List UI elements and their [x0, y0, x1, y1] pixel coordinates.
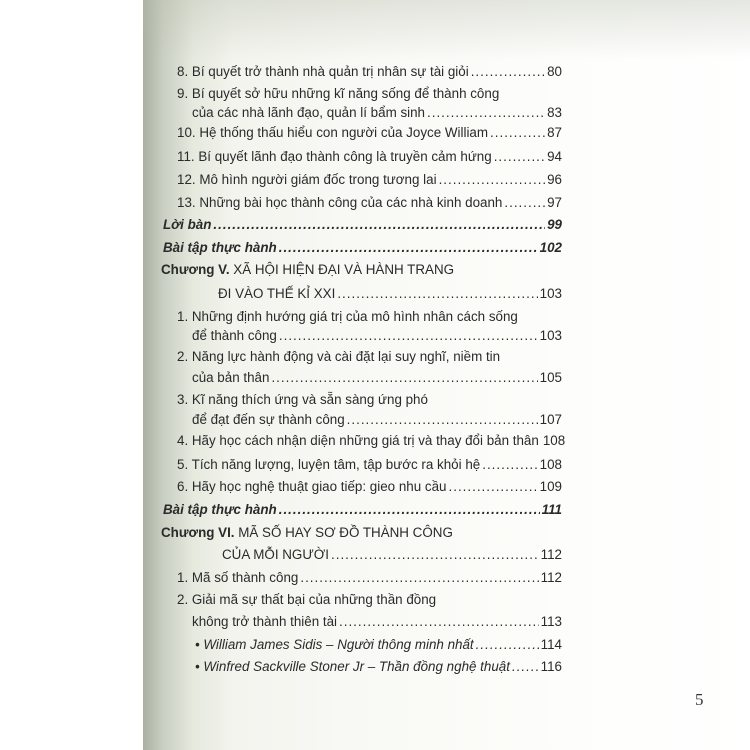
- toc-page-number: 112: [540, 547, 562, 562]
- dot-leader: [279, 327, 538, 345]
- toc-line: [218, 285, 562, 303]
- toc-line: [222, 546, 562, 564]
- toc-line: [177, 63, 562, 81]
- toc-page-number: 111: [541, 502, 562, 517]
- toc-line: [177, 194, 562, 212]
- toc-line: [192, 411, 562, 429]
- dot-leader: [482, 456, 537, 474]
- toc-line: [177, 148, 562, 166]
- dot-leader: [490, 124, 545, 142]
- toc-entry-title: của bản thân: [192, 370, 270, 385]
- toc-line: [195, 658, 562, 676]
- toc-entry-title: 1. Những định hướng giá trị của mô hình nhân cách sống: [177, 309, 518, 324]
- toc-line: [161, 261, 454, 279]
- dot-leader: [427, 104, 545, 122]
- toc-entry-title: 3. Kĩ năng thích ứng và sẵn sàng ứng phó: [177, 392, 428, 407]
- toc-page-number: 105: [539, 370, 562, 385]
- toc-page-number: 97: [547, 195, 562, 210]
- toc-page-number: 107: [539, 412, 562, 427]
- toc-page-number: 94: [547, 149, 562, 164]
- toc-entry-title: [161, 524, 453, 542]
- dot-leader: [504, 194, 545, 212]
- dot-leader: [279, 239, 538, 257]
- dot-leader: [476, 636, 539, 654]
- dot-leader: [512, 658, 539, 676]
- toc-page-number: 108: [539, 457, 562, 472]
- toc-page-number: 113: [540, 614, 562, 629]
- chapter-title: XÃ HỘI HIỆN ĐẠI VÀ HÀNH TRANG: [229, 262, 455, 277]
- dot-leader: [339, 613, 539, 631]
- toc-entry-title: 2. Giải mã sự thất bại của những thần đồng: [177, 592, 437, 607]
- toc-entry-title: 4. Hãy học cách nhận diện những giá trị và thay đổi bản thân: [177, 433, 539, 448]
- toc-line: [177, 569, 562, 587]
- page-number: 5: [695, 690, 704, 709]
- toc-line: [177, 124, 562, 142]
- toc-line: [177, 308, 518, 326]
- dot-leader: [439, 171, 546, 189]
- dot-leader: [494, 148, 545, 166]
- toc-entry-title: [161, 261, 454, 279]
- toc-line: [163, 216, 562, 234]
- toc-page-number: 83: [547, 105, 562, 120]
- toc-entry-title: 5. Tích năng lượng, luyện tâm, tập bước ra khỏi hệ: [177, 457, 481, 472]
- toc-page-number: 102: [539, 240, 562, 255]
- toc-entry-title: ĐI VÀO THẾ KỈ XXI: [218, 286, 336, 301]
- toc-entry-title: không trở thành thiên tài: [192, 614, 338, 629]
- dot-leader: [213, 216, 545, 234]
- toc-line: [161, 524, 453, 542]
- toc-entry-title: 12. Mô hình người giám đốc trong tương lai: [177, 172, 437, 187]
- toc-line: [177, 456, 562, 474]
- toc-page-number: 108: [542, 433, 566, 448]
- dot-leader: [449, 478, 538, 496]
- toc-line: [192, 104, 562, 122]
- chapter-label: Chương V.: [161, 262, 230, 277]
- toc-line: [195, 636, 562, 654]
- toc-entry-title: • William James Sidis – Người thông minh nhất: [195, 637, 474, 652]
- toc-line: [163, 501, 562, 519]
- toc-entry-title: 13. Những bài học thành công của các nhà kinh doanh: [177, 195, 503, 210]
- dot-leader: [471, 63, 545, 81]
- toc-entry-title: Bài tập thực hành: [163, 240, 277, 255]
- dot-leader: [337, 285, 537, 303]
- toc-page-number: 114: [540, 637, 562, 652]
- toc-page-number: 103: [539, 286, 562, 301]
- toc-line: [177, 348, 500, 366]
- dot-leader: [347, 411, 538, 429]
- toc-entry-title: của các nhà lãnh đạo, quản lí bẩm sinh: [192, 105, 426, 120]
- toc-entry-title: 6. Hãy học nghệ thuật giao tiếp: gieo nhu cầu: [177, 479, 447, 494]
- toc-line: [177, 478, 562, 496]
- toc-entry-title: Bài tập thực hành: [163, 502, 277, 517]
- toc-entry-title: để thành công: [192, 328, 277, 343]
- toc-entry-title: 1. Mã số thành công: [177, 570, 299, 585]
- toc-page-number: 87: [547, 125, 562, 140]
- book-page: [143, 0, 750, 750]
- page-shadow: [143, 0, 750, 60]
- toc-entry-title: Lời bàn: [163, 217, 212, 232]
- dot-leader: [331, 546, 539, 564]
- dot-leader: [271, 369, 537, 387]
- toc-line: [177, 391, 428, 409]
- toc-line: [177, 171, 562, 189]
- toc-page-number: 80: [547, 64, 562, 79]
- toc-entry-title: 9. Bí quyết sở hữu những kĩ năng sống để thành công: [177, 86, 500, 101]
- dot-leader: [300, 569, 538, 587]
- toc-line: [192, 327, 562, 345]
- toc-line: [177, 85, 499, 103]
- toc-page-number: 112: [540, 570, 562, 585]
- toc-entry-title: CỦA MỖI NGƯỜI: [222, 547, 329, 562]
- toc-entry-title: 11. Bí quyết lãnh đạo thành công là truyền cảm hứng: [177, 149, 492, 164]
- toc-entry-title: để đạt đến sự thành công: [192, 412, 345, 427]
- toc-page-number: 103: [539, 328, 562, 343]
- chapter-title: MÃ SỐ HAY SƠ ĐỒ THÀNH CÔNG: [234, 525, 453, 540]
- toc-line: [192, 369, 562, 387]
- toc-entry-title: 10. Hệ thống thấu hiểu con người của Joyce William: [177, 125, 489, 140]
- toc-page-number: 99: [547, 217, 562, 232]
- toc-page-number: 109: [539, 479, 562, 494]
- toc-page-number: 116: [540, 659, 562, 674]
- toc-page-number: 96: [547, 172, 562, 187]
- dot-leader: [279, 501, 540, 519]
- toc-line: [177, 432, 566, 450]
- toc-entry-title: • Winfred Sackville Stoner Jr – Thần đồng nghệ thuật: [195, 659, 510, 674]
- toc-line: [163, 239, 562, 257]
- chapter-label: Chương VI.: [161, 525, 235, 540]
- toc-entry-title: 2. Năng lực hành động và cài đặt lại suy nghĩ, niềm tin: [177, 349, 501, 364]
- toc-line: [177, 591, 436, 609]
- toc-line: [192, 613, 562, 631]
- toc-entry-title: 8. Bí quyết trở thành nhà quản trị nhân sự tài giỏi: [177, 64, 469, 79]
